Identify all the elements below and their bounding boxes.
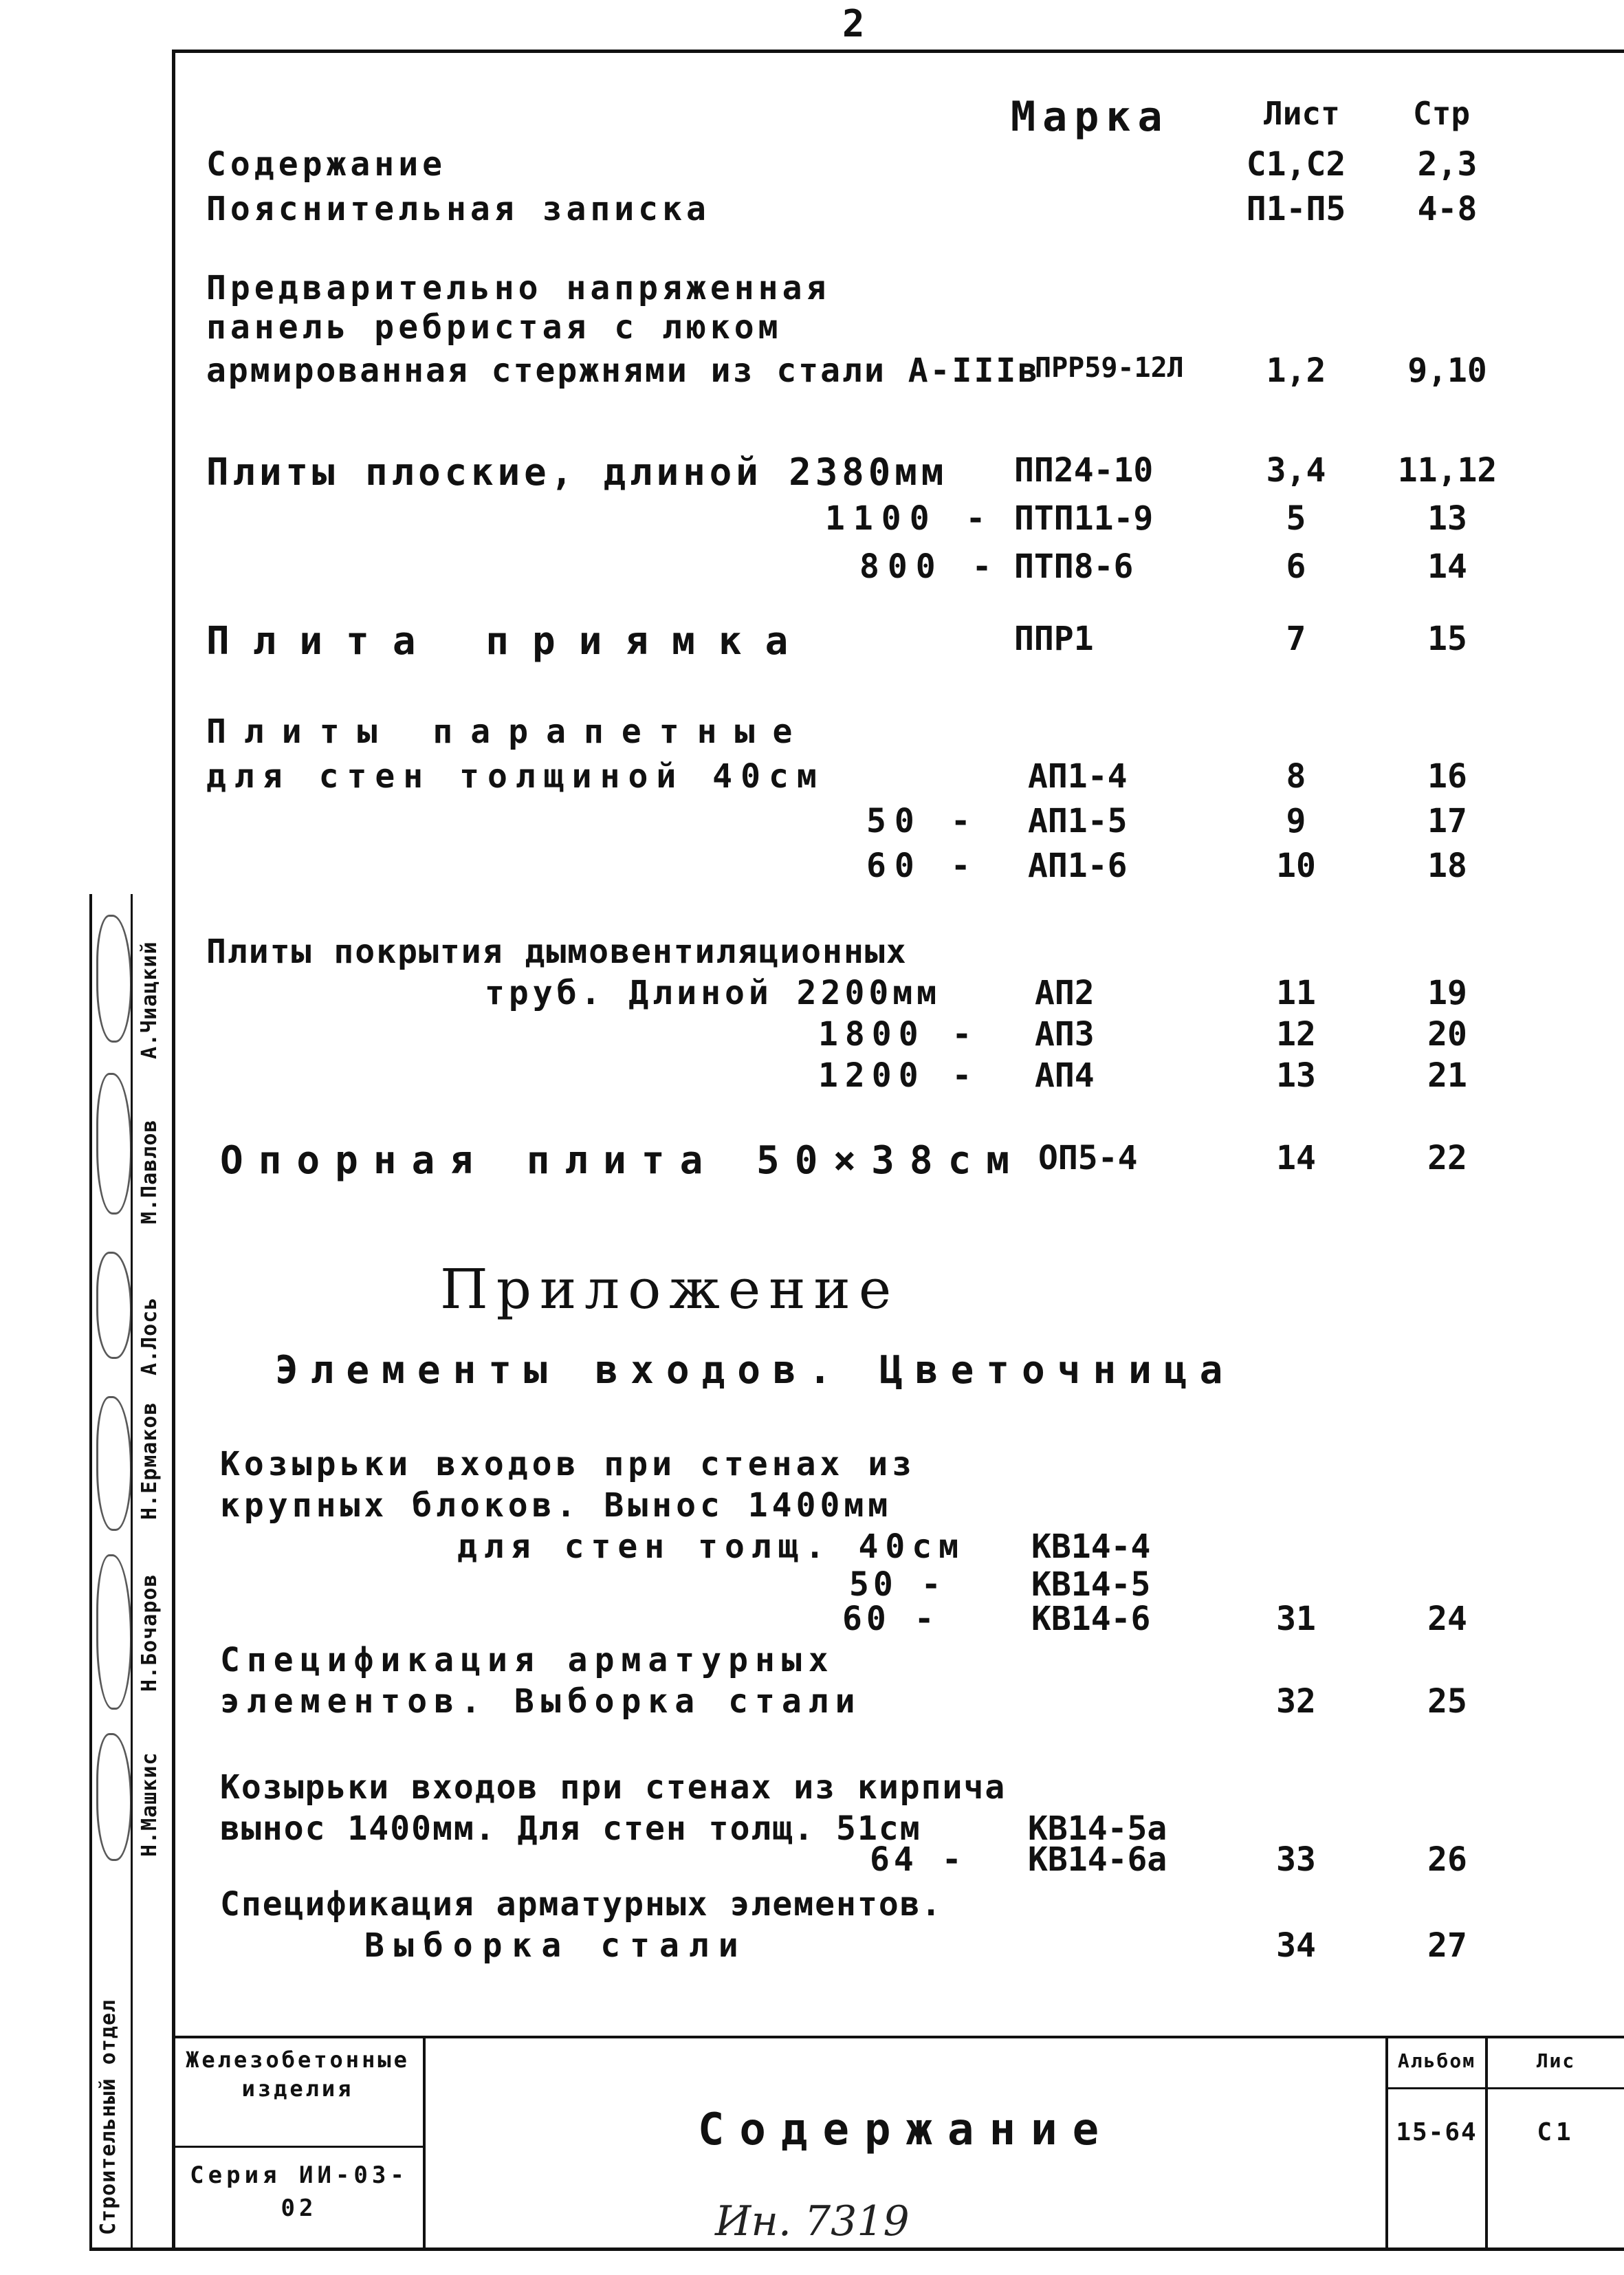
entry-mark: АП1-6 — [1028, 847, 1128, 885]
entry-mark: ПРР59-12Л — [1035, 352, 1184, 384]
stamp-title: Содержание — [697, 2104, 1115, 2155]
entry-sheet: 9 — [1286, 802, 1306, 840]
side-stamp-name: Н.Бочаров — [138, 1574, 162, 1692]
appendix-title: Приложение — [440, 1257, 900, 1321]
title-block-divider-1 — [423, 2036, 426, 2250]
entry-page: 16 — [1427, 757, 1467, 796]
signature-mark — [96, 1733, 132, 1861]
entry-text: 50 - — [866, 802, 979, 840]
stamp-series: Серия ИИ-03-02 — [190, 2162, 408, 2222]
column-header-sheet: Лист — [1264, 95, 1340, 132]
side-stamp-name: А.Чиацкий — [138, 941, 162, 1059]
stamp-sheet-value: С1 — [1537, 2118, 1575, 2146]
entry-mark: АП1-5 — [1028, 802, 1128, 840]
entry-text: для стен толщ. 40см — [457, 1527, 966, 1566]
entry-mark: АП3 — [1035, 1015, 1095, 1054]
entry-sheet: 14 — [1276, 1139, 1316, 1177]
frame-bottom-line — [89, 2247, 1624, 2251]
entry-mark: АП4 — [1035, 1056, 1095, 1095]
entry-page: 13 — [1427, 499, 1467, 538]
signature-mark — [96, 1252, 132, 1359]
entry-page: 15 — [1427, 620, 1467, 658]
entry-page: 19 — [1427, 974, 1467, 1012]
entry-mark: КВ14-6а — [1028, 1840, 1167, 1879]
stamp-album-value: 15-64 — [1396, 2118, 1478, 2146]
entry-sheet: 11 — [1276, 974, 1316, 1012]
side-stamp-name: Н.Ермаков — [138, 1402, 162, 1520]
entry-page: 26 — [1427, 1840, 1467, 1879]
entry-text: 1800 - — [818, 1015, 979, 1054]
signature-mark — [96, 915, 132, 1043]
signature-mark — [96, 1396, 132, 1531]
frame-left-line — [172, 50, 175, 2250]
entry-text: 60 - — [866, 847, 979, 885]
entry-page: 24 — [1427, 1600, 1467, 1638]
title-block-top-line — [172, 2036, 1624, 2038]
entry-sheet: 3,4 — [1266, 451, 1326, 490]
entry-text: труб. Длиной 2200мм — [485, 974, 941, 1012]
entry-mark: КВ14-5а — [1028, 1809, 1167, 1848]
entry-text: Плиты плоские, длиной 2380мм — [206, 450, 948, 494]
title-block-hline-right — [1385, 2087, 1624, 2089]
entry-text: 60 - — [842, 1600, 939, 1638]
entry-mark: ПТП8-6 — [1014, 547, 1134, 586]
entry-sheet: 13 — [1276, 1056, 1316, 1095]
stamp-product-type: Железобетонные изделия — [186, 2047, 410, 2102]
entry-text: Плиты парапетные — [206, 712, 811, 751]
stamp-sheet-label: Лис — [1536, 2049, 1576, 2072]
entry-sheet: 34 — [1276, 1926, 1316, 1965]
entry-text: крупных блоков. Вынос 1400мм — [220, 1486, 892, 1525]
entry-page: 20 — [1427, 1015, 1467, 1054]
entry-mark: ППР1 — [1014, 620, 1094, 658]
side-stamp-mid-line — [131, 894, 133, 2250]
side-stamp-left-line — [89, 894, 92, 2250]
inventory-number: Ин. 7319 — [715, 2197, 910, 2245]
entry-page: 11,12 — [1397, 451, 1497, 490]
side-stamp-name: А.Лось — [138, 1296, 162, 1375]
entry-text: Спецификация арматурных — [220, 1641, 835, 1679]
entry-text: Козырьки входов при стенах из — [220, 1445, 917, 1483]
entry-sheet: П1-П5 — [1246, 190, 1346, 228]
appendix-subtitle: Элементы входов. Цветочница — [275, 1348, 1236, 1393]
entry-text: 50 - — [849, 1565, 945, 1604]
entry-mark: КВ14-5 — [1031, 1565, 1151, 1604]
entry-text: армированная стержнями из стали А-ІІІв — [206, 351, 1040, 390]
column-header-mark: Марка — [1011, 93, 1170, 141]
entry-mark: ПП24-10 — [1014, 451, 1154, 490]
entry-text: панель ребристая с люком — [206, 308, 782, 347]
entry-text: Плиты покрытия дымовентиляционных — [206, 933, 908, 971]
entry-text: 800 - — [859, 547, 1000, 586]
side-stamp-name: М.Павлов — [138, 1119, 162, 1224]
entry-text: Содержание — [206, 145, 446, 184]
frame-top-line — [172, 50, 1624, 53]
page-number: 2 — [842, 2, 865, 45]
entry-text: элементов. Выборка стали — [220, 1682, 862, 1721]
entry-sheet: 33 — [1276, 1840, 1316, 1879]
entry-text: Выборка стали — [364, 1926, 748, 1965]
side-stamp-name: Н.Машкис — [138, 1752, 162, 1857]
entry-text: 64 - — [870, 1840, 966, 1879]
entry-text: Пояснительная записка — [206, 190, 710, 228]
entry-sheet: 7 — [1286, 620, 1306, 658]
entry-text: Предварительно напряженная — [206, 269, 831, 307]
entry-text: Козырьки входов при стенах из кирпича — [220, 1768, 1007, 1807]
entry-sheet: 32 — [1276, 1682, 1316, 1721]
signature-mark — [96, 1554, 132, 1710]
entry-sheet: 6 — [1286, 547, 1306, 586]
column-header-page: Стр — [1413, 95, 1471, 132]
entry-page: 4-8 — [1417, 190, 1478, 228]
entry-mark: АП1-4 — [1028, 757, 1128, 796]
entry-sheet: 1,2 — [1266, 351, 1326, 390]
entry-text: Плита приямка — [206, 619, 812, 664]
side-stamp-department: Строительный отдел — [96, 1999, 120, 2235]
entry-sheet: 10 — [1276, 847, 1316, 885]
entry-text: для стен толщиной 40см — [206, 757, 825, 796]
entry-page: 17 — [1427, 802, 1467, 840]
entry-mark: ОП5-4 — [1038, 1139, 1138, 1177]
entry-page: 25 — [1427, 1682, 1467, 1721]
stamp-album-label: Альбом — [1397, 2049, 1476, 2072]
entry-page: 14 — [1427, 547, 1467, 586]
entry-page: 2,3 — [1417, 145, 1478, 184]
entry-mark: ПТП11-9 — [1014, 499, 1154, 538]
entry-sheet: 5 — [1286, 499, 1306, 538]
signature-mark — [96, 1073, 132, 1215]
entry-text: Спецификация арматурных элементов. — [220, 1885, 943, 1924]
entry-page: 9,10 — [1407, 351, 1487, 390]
entry-page: 21 — [1427, 1056, 1467, 1095]
entry-sheet: 8 — [1286, 757, 1306, 796]
entry-page: 27 — [1427, 1926, 1467, 1965]
entry-text: Опорная плита 50×38см — [220, 1138, 1025, 1183]
entry-sheet: 12 — [1276, 1015, 1316, 1054]
entry-text: вынос 1400мм. Для стен толщ. 51см — [220, 1809, 921, 1848]
entry-sheet: 31 — [1276, 1600, 1316, 1638]
entry-mark: АП2 — [1035, 974, 1095, 1012]
entry-sheet: С1,С2 — [1246, 145, 1346, 184]
entry-page: 22 — [1427, 1139, 1467, 1177]
entry-mark: КВ14-4 — [1031, 1527, 1151, 1566]
entry-mark: КВ14-6 — [1031, 1600, 1151, 1638]
title-block-hline-left — [172, 2146, 423, 2148]
entry-text: 1100 - — [825, 499, 994, 538]
entry-text: 1200 - — [818, 1056, 979, 1095]
entry-page: 18 — [1427, 847, 1467, 885]
